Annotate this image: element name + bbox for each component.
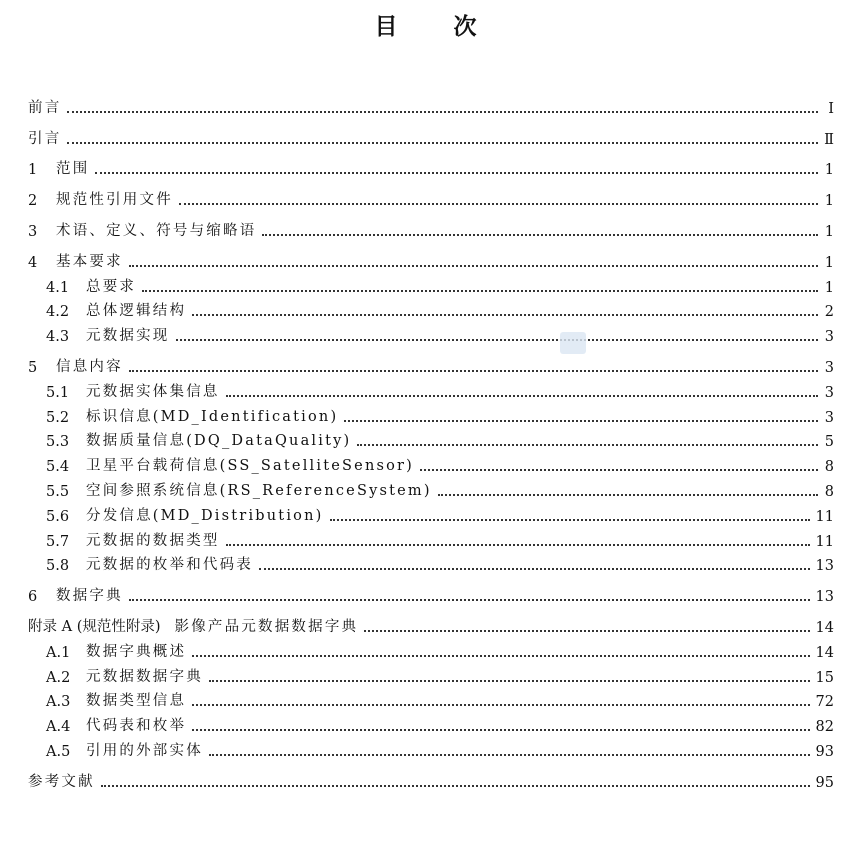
toc-entry-label: 总体逻辑结构 [86,303,187,320]
toc-entry-label: 总要求 [86,278,137,295]
toc-entry-number: A.1 [46,644,71,661]
toc-entry-label: 引言 [28,130,62,147]
toc-entry[interactable] [28,686,834,711]
toc-entry-number: 附录 A (规范性附录) [28,618,161,635]
toc-entry[interactable] [28,215,834,240]
toc-entry-number: 5.8 [46,558,70,575]
toc-leader-dots [192,704,809,706]
toc-entry-page: 3 [824,384,834,401]
page-title [0,8,851,41]
toc-entry-label: 元数据数据字典 [86,668,203,685]
title-right-char: 次 [453,14,477,40]
toc-leader-dots [179,203,818,205]
toc-entry-number: A.3 [46,694,71,711]
toc-entry[interactable] [28,525,834,550]
toc-leader-dots [142,290,818,292]
toc-leader-dots [209,680,810,682]
toc-entry-number: 5.5 [46,483,70,500]
toc-entry-label: 术语、定义、符号与缩略语 [56,222,257,239]
toc-leader-dots [192,314,818,316]
toc-entry-page: 11 [815,533,834,550]
toc-entry-label: 标识信息(MD_Identification) [86,408,339,425]
toc-entry-page: 3 [824,409,834,426]
toc-entry-label: 数据类型信息 [86,693,187,710]
toc-entry[interactable] [28,426,834,451]
toc-leader-dots [357,444,818,446]
toc-leader-dots [95,172,818,174]
toc-entry-number: A.5 [46,743,71,760]
toc-entry-label: 数据字典概述 [86,643,187,660]
toc-leader-dots [438,494,818,496]
toc-entry[interactable] [28,636,834,661]
toc-entry-label: 范围 [56,161,90,178]
toc-entry-label: 元数据的枚举和代码表 [86,557,253,574]
toc-entry-number: 2 [28,193,38,210]
toc-entry[interactable] [28,661,834,686]
toc-entry-number: 6 [28,589,38,606]
toc-entry[interactable] [28,710,834,735]
toc-entry-number: 5.3 [46,434,70,451]
toc-entry-page: 2 [824,304,834,321]
toc-entry-number: 5.6 [46,508,70,525]
toc-leader-dots [176,339,819,341]
toc-leader-dots [330,519,810,521]
toc-entry-page: 82 [815,719,834,736]
toc-entry-number: 5.2 [46,409,70,426]
toc-entry-label: 规范性引用文件 [56,192,173,209]
toc-entry-number: A.2 [46,669,71,686]
toc-entry[interactable] [28,184,834,209]
toc-entry[interactable] [28,296,834,321]
toc-entry-page: 14 [815,619,834,636]
toc-entry-page: 13 [815,558,834,575]
toc-entry-number: 5 [28,359,38,376]
toc-entry-label: 代码表和枚举 [86,718,187,735]
toc-entry-label: 分发信息(MD_Distribution) [86,507,324,524]
toc-entry-page: 13 [815,589,834,606]
toc-leader-dots [226,395,818,397]
toc-entry-label: 引用的外部实体 [86,742,203,759]
toc-entry-page: Ⅱ [824,131,834,148]
toc-leader-dots [420,469,818,471]
toc-entry-page: 3 [824,329,834,346]
toc-leader-dots [192,729,809,731]
toc-leader-dots [344,420,818,422]
toc-entry[interactable] [28,376,834,401]
toc-entry[interactable] [28,735,834,760]
toc-entry-label: 元数据实体集信息 [86,383,220,400]
toc-entry-number: 1 [28,162,38,179]
toc-entry-number: 5.4 [46,459,70,476]
toc-entry-page: 5 [824,434,834,451]
toc-entry-page: 1 [824,223,834,240]
toc-entry[interactable] [28,500,834,525]
toc-entry-label: 卫星平台载荷信息(SS_SatelliteSensor) [86,458,415,475]
toc-entry[interactable] [28,123,834,148]
toc-entry[interactable] [28,580,834,605]
toc-entry[interactable] [28,154,834,179]
toc-entry-number: 4 [28,254,38,271]
toc-entry-number: A.4 [46,719,71,736]
toc-entry-page: 14 [815,644,834,661]
title-left-char: 目 [374,14,398,40]
toc-leader-dots [364,630,809,632]
toc-entry[interactable] [28,475,834,500]
toc-entry[interactable] [28,271,834,296]
toc-entry-page: 95 [815,774,834,791]
toc-leader-dots [226,544,810,546]
toc-entry-label: 信息内容 [56,358,123,375]
toc-entry-number: 4.1 [46,279,70,296]
toc-entry-page: 72 [815,694,834,711]
toc-entry[interactable] [28,320,834,345]
toc-entry-page: 93 [815,743,834,760]
toc-entry-number: 3 [28,223,38,240]
toc-entry-page: 1 [824,193,834,210]
toc-entry-page: 3 [824,359,834,376]
toc-entry[interactable] [28,766,834,791]
toc-leader-dots [259,568,810,570]
toc-entry-page: 1 [824,254,834,271]
toc-leader-dots [192,655,809,657]
toc-entry-number: 4.3 [46,329,70,346]
toc-leader-dots [129,370,818,372]
toc-entry-label: 参考文献 [28,773,95,790]
toc-leader-dots [129,599,810,601]
toc-leader-dots [129,265,818,267]
toc-entry-label: 元数据的数据类型 [86,532,220,549]
toc-leader-dots [67,142,818,144]
toc-entry[interactable] [28,246,834,271]
toc-entry-label: 空间参照系统信息(RS_ReferenceSystem) [86,482,432,499]
toc-leader-dots [209,754,810,756]
toc-entry[interactable] [28,401,834,426]
toc-leader-dots [262,234,818,236]
toc-entry-label: 前言 [28,99,62,116]
toc-entry-page: 1 [824,162,834,179]
toc-entry-page: 8 [824,483,834,500]
table-of-contents [28,92,834,791]
toc-entry-page: Ⅰ [828,100,834,117]
toc-entry-page: 15 [815,669,834,686]
toc-entry-page: 11 [815,508,834,525]
toc-entry-label: 基本要求 [56,253,123,270]
toc-entry[interactable] [28,351,834,376]
toc-entry-label: 数据字典 [56,588,123,605]
toc-entry-label: 元数据实现 [86,328,170,345]
toc-entry[interactable] [28,550,834,575]
toc-entry-page: 1 [824,279,834,296]
toc-entry[interactable] [28,611,834,636]
toc-entry-number: 5.1 [46,384,70,401]
toc-entry-page: 8 [824,459,834,476]
toc-entry[interactable] [28,92,834,117]
toc-entry-number: 5.7 [46,533,70,550]
toc-entry-label: 影像产品元数据数据字典 [174,618,359,635]
toc-entry-label: 数据质量信息(DQ_DataQuality) [86,433,352,450]
toc-leader-dots [67,111,818,113]
toc-entry[interactable] [28,450,834,475]
toc-leader-dots [101,785,810,787]
watermark-logo [560,332,586,354]
toc-entry-number: 4.2 [46,304,70,321]
